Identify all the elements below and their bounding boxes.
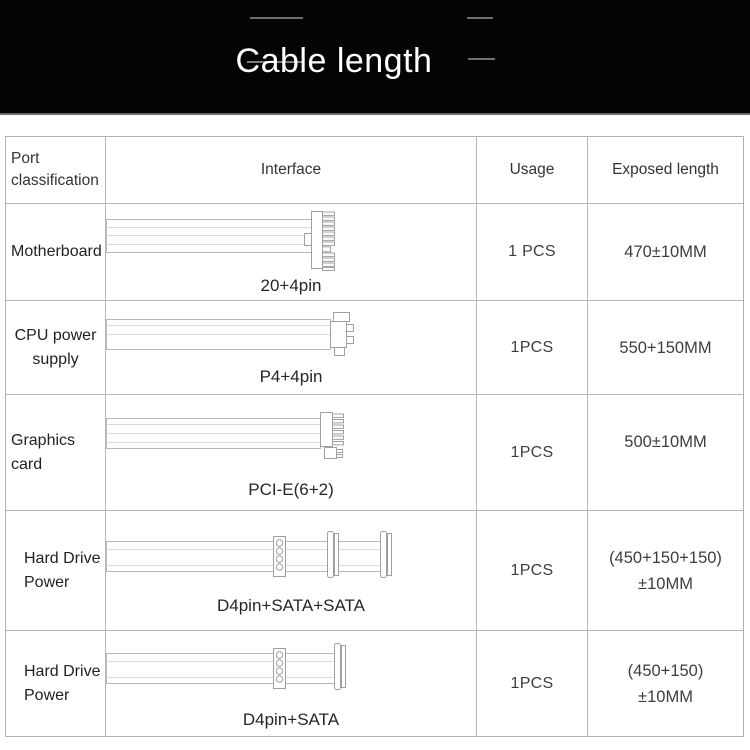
sata-connector-icon (327, 531, 338, 577)
header-port-classification: Port classification (6, 137, 106, 204)
sata-connector-icon (380, 531, 391, 577)
header-interface: Interface (106, 137, 477, 204)
sata-connector-icon (334, 643, 345, 689)
port-cell-hdd-power-2: Hard Drive Power (6, 631, 106, 736)
header-exposed-length: Exposed length (588, 137, 743, 204)
interface-label: D4pin+SATA+SATA (216, 595, 366, 615)
ribbon-cable (106, 319, 330, 349)
interface-cell-gpu (106, 395, 477, 511)
eps-p4plus4-connector-icon (106, 309, 477, 361)
port-cell-motherboard: Motherboard (6, 204, 106, 301)
exposed-length-cell: 500±10MM (588, 395, 743, 511)
port-cell-graphics-card: Graphics card (6, 395, 106, 511)
interface-cell-hdd-2 (106, 631, 477, 736)
molex-d4pin-and-sata-connector-icon (106, 638, 477, 700)
header-usage: Usage (477, 137, 588, 204)
interface-cell-hdd-1 (106, 511, 477, 631)
molex-d4pin-and-two-sata-connector-icon (106, 526, 477, 588)
usage-cell: 1PCS (477, 301, 588, 395)
exposed-length-cell: 470±10MM (588, 204, 743, 301)
connector-body (330, 312, 353, 355)
hero-banner (0, 0, 750, 115)
usage-cell: 1 PCS (477, 204, 588, 301)
pcie-6plus2-connector-icon (106, 406, 477, 466)
connector-body (320, 412, 343, 458)
interface-label: 20+4pin (260, 276, 322, 295)
exposed-length-cell: (450+150+150) ±10MM (588, 511, 743, 631)
ribbon-cable (106, 653, 341, 683)
interface-label: P4+4pin (259, 366, 323, 386)
molex-d4pin-connector-icon (273, 648, 285, 688)
usage-cell: 1PCS (477, 395, 588, 511)
interface-label: D4pin+SATA (242, 709, 340, 729)
ribbon-cable (106, 418, 320, 448)
port-cell-cpu-power: CPU power supply (6, 301, 106, 395)
port-cell-hdd-power-1: Hard Drive Power (6, 511, 106, 631)
atx-20plus4-connector-icon (106, 208, 477, 272)
ribbon-cable (106, 541, 387, 571)
decorative-dash (250, 17, 303, 19)
exposed-length-cell: 550+150MM (588, 301, 743, 395)
usage-cell: 1PCS (477, 511, 588, 631)
interface-label: PCI-E(6+2) (248, 479, 334, 499)
exposed-length-cell: (450+150) ±10MM (588, 631, 743, 736)
cable-length-table (5, 136, 744, 737)
ribbon-cable (106, 220, 311, 253)
decorative-dash (467, 17, 493, 19)
molex-d4pin-connector-icon (273, 536, 285, 576)
interface-cell-cpu (106, 301, 477, 395)
page-title: Cable length (235, 42, 433, 80)
usage-cell: 1PCS (477, 631, 588, 736)
interface-cell-motherboard (106, 204, 477, 301)
